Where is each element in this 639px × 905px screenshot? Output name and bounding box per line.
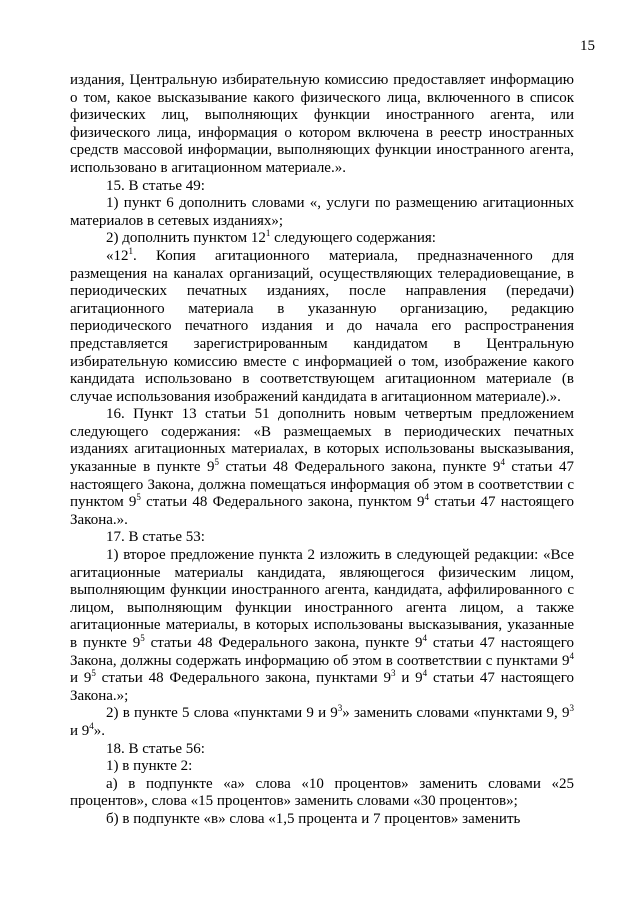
paragraph: 2) в пункте 5 слова «пунктами 9 и $9^3$» заменить словами «пунктами 9, $9^3$ и $9^4$». — [70, 703, 574, 739]
paragraph: 1) в пункте 2: — [106, 758, 193, 775]
paragraph: издания, Центральную избирательную комиссию предоставляет информацию о том, какое высказывание какого физического лица, включенного в список физических лиц, выполняющих функции иностранного агента, или физического лица, информация о котором включена в реестр иностранных средств массовой информации, выполняющих функции иностранного агента, использовано в агитационном материале.». — [70, 72, 574, 176]
paragraph: «$12^1$. Копия агитационного материала, предназначенного для размещения на каналах организаций, осуществляющих телерадиовещание, в периодических печатных изданиях, после направления (передачи) агитационного материала в указанную организацию, редакцию периодического печатного издания и до начала его распространения представляется зарегистрированным кандидатом в Центральную избирательную комиссию вместе с информацией о том, изображение какого кандидата использовано в соответствующем агитационном материале (в случае использования изображений кандидата в агитационном материале).». — [70, 245, 574, 405]
paragraph: 16. Пункт 13 статьи 51 дополнить новым четвертым предложением следующего содержания: «В размещаемых в периодических печатных изданиях агитационных материалах, в которых использованы высказывания, указанные в пункте $9^5$ статьи 48 Федерального закона, пункте $9^4$ статьи 47 настоящего Закона, должна помещаться информация об этом в соответствии с пунктом $9^5$ статьи 48 Федерального закона, пунктом $9^4$ статьи 47 настоящего Закона.». — [70, 406, 574, 528]
paragraph: а) в подпункте «а» слова «10 процентов» заменить словами «25 процентов», слова «15 процентов» заменить словами «30 процентов»; — [70, 775, 574, 810]
paragraph: 1) пункт 6 дополнить словами «, услуги по размещению агитационных материалов в сетевых изданиях»; — [70, 195, 574, 229]
paragraph: 2) дополнить пунктом $12^1$ следующего содержания: — [106, 228, 436, 247]
paragraph: 15. В статье 49: — [106, 177, 205, 194]
document-body — [70, 72, 574, 829]
paragraph: 17. В статье 53: — [106, 529, 205, 546]
paragraph: 18. В статье 56: — [106, 740, 205, 757]
paragraph: б) в подпункте «в» слова «1,5 процента и 7 процентов» заменить — [106, 810, 521, 827]
page-number: 15 — [580, 38, 595, 54]
paragraph: 1) второе предложение пункта 2 изложить в следующей редакции: «Все агитационные материалы кандидата, являющегося физическим лицом, выполняющим функции иностранного агента, кандидата, аффилированного с лицом, выполняющим функции иностранного агента лицом, а также агитационные материалы, в которых использованы высказывания, указанные в пункте $9^5$ статьи 48 Федерального закона, пункте $9^4$ статьи 47 настоящего Закона, должны содержать информацию об этом в соответствии с пунктами $9^4$ и $9^5$ статьи 48 Федерального закона, пунктами $9^3$ и $9^4$ статьи 47 настоящего Закона.»; — [70, 547, 575, 704]
